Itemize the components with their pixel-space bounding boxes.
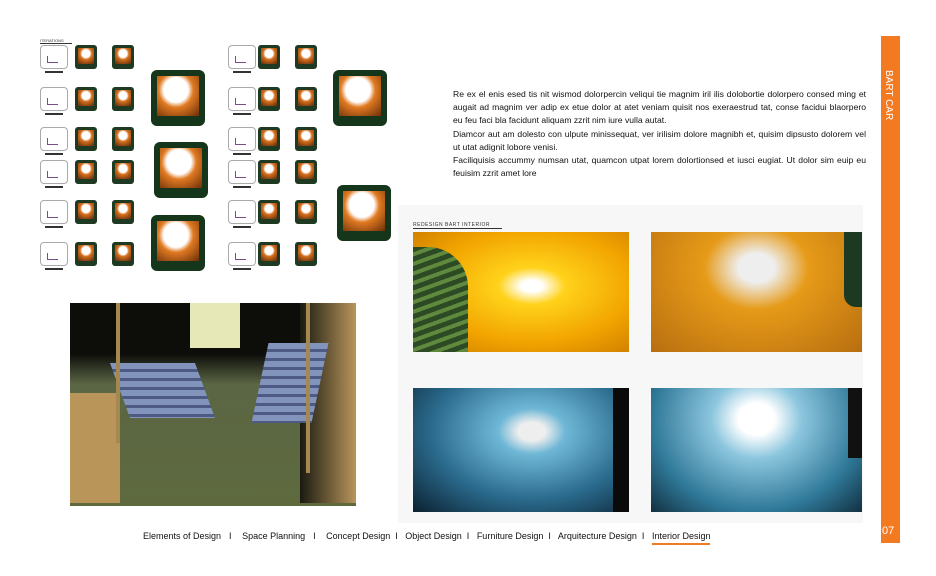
sketch-thumbnail	[40, 242, 68, 266]
render-thumbnail	[112, 87, 134, 111]
sketch-caption	[45, 268, 63, 270]
sketch-thumbnail	[228, 45, 256, 69]
paragraph: Faciliquisis accummy numsan utat, quamcon utpat lorem dolortionsed et iusci eugiat. Ut dolor sim euip eu feuisim zzrit amet lore	[453, 155, 866, 179]
description-text	[453, 88, 866, 180]
page-number: 07	[882, 525, 895, 537]
redesign-label: REDESIGN BART INTERIOR	[413, 222, 502, 229]
render-thumbnail	[258, 160, 280, 184]
paragraph: Diamcor aut am dolesto con ulpute minissequat, ver irilisim dolore magnibh et, quisim dipsusto dolorem vel ut utat adignit lobore venisi.	[453, 128, 866, 152]
render-thumbnail	[258, 242, 280, 266]
render-thumbnail	[295, 242, 317, 266]
nav-interior-design[interactable]: Interior Design	[652, 531, 711, 545]
render-large	[151, 70, 205, 126]
sketch-thumbnail	[228, 127, 256, 151]
sketch-caption	[233, 186, 251, 188]
redesign-panel	[398, 205, 863, 523]
interior-render-main	[70, 303, 356, 506]
render-thumbnail	[258, 87, 280, 111]
render-large	[151, 215, 205, 271]
nav-object-design[interactable]: Object Design	[405, 531, 462, 541]
nav-elements-of-design[interactable]: Elements of Design	[143, 531, 222, 541]
render-thumbnail	[112, 160, 134, 184]
render-large	[333, 70, 387, 126]
render-thumbnail	[75, 200, 97, 224]
section-sidebar	[881, 36, 900, 543]
render-thumbnail	[295, 160, 317, 184]
render-thumbnail	[112, 242, 134, 266]
render-thumbnail	[75, 127, 97, 151]
sketch-thumbnail	[228, 87, 256, 111]
nav-furniture-design[interactable]: Furniture Design	[476, 531, 544, 541]
paragraph: Re ex el enis esed tis nit wismod dolorpercin veliqui tie magnim iril ilis dolobortie dolorpero consed ming et augait ad magnim ver adip ex etue dolor at atet veniam quisit nos exeraestrud tat, conse facidui blaorpero eu feu faci bla facidunt aliquam zzrit nim iure vulla autat.	[453, 89, 866, 126]
sketch-thumbnail	[40, 87, 68, 111]
render-thumbnail	[295, 45, 317, 69]
section-title: BART CAR	[883, 70, 894, 121]
nav-space-planning[interactable]: Space Planning	[242, 531, 306, 541]
render-thumbnail	[75, 87, 97, 111]
nav-concept-design[interactable]: Concept Design	[326, 531, 391, 541]
render-large	[337, 185, 391, 241]
sketch-thumbnail	[228, 200, 256, 224]
render-blue-tunnel	[413, 388, 629, 512]
render-thumbnail	[295, 127, 317, 151]
render-thumbnail	[258, 127, 280, 151]
render-thumbnail	[75, 160, 97, 184]
render-thumbnail	[258, 45, 280, 69]
render-large	[154, 142, 208, 198]
sketch-caption	[233, 226, 251, 228]
sketch-caption	[233, 113, 251, 115]
render-thumbnail	[295, 200, 317, 224]
render-thumbnail	[258, 200, 280, 224]
render-thumbnail	[75, 45, 97, 69]
render-yellow-tunnel	[413, 232, 629, 352]
sketch-thumbnail	[40, 127, 68, 151]
render-thumbnail	[112, 200, 134, 224]
sketch-thumbnail	[40, 45, 68, 69]
render-thumbnail	[75, 242, 97, 266]
sketch-caption	[233, 71, 251, 73]
sketch-thumbnail	[40, 200, 68, 224]
nav-arquitecture-design[interactable]: Arquitecture Design	[557, 531, 637, 541]
sketch-caption	[45, 226, 63, 228]
render-thumbnail	[295, 87, 317, 111]
sketch-caption	[45, 153, 63, 155]
render-blue-seating	[651, 388, 862, 512]
render-thumbnail	[112, 127, 134, 151]
sketch-caption	[45, 71, 63, 73]
sketch-caption	[233, 268, 251, 270]
sketch-thumbnail	[228, 242, 256, 266]
iterations-label: ITERATIONS	[40, 38, 72, 44]
sketch-caption	[45, 113, 63, 115]
sketch-caption	[233, 153, 251, 155]
render-yellow-seating	[651, 232, 862, 352]
sketch-thumbnail	[228, 160, 256, 184]
bottom-nav: Elements of Design I Space Planning I Concept Design I Object Design I Furniture Design I Arquitecture Design I Interior Design	[143, 531, 710, 541]
sketch-thumbnail	[40, 160, 68, 184]
render-thumbnail	[112, 45, 134, 69]
sketch-caption	[45, 186, 63, 188]
